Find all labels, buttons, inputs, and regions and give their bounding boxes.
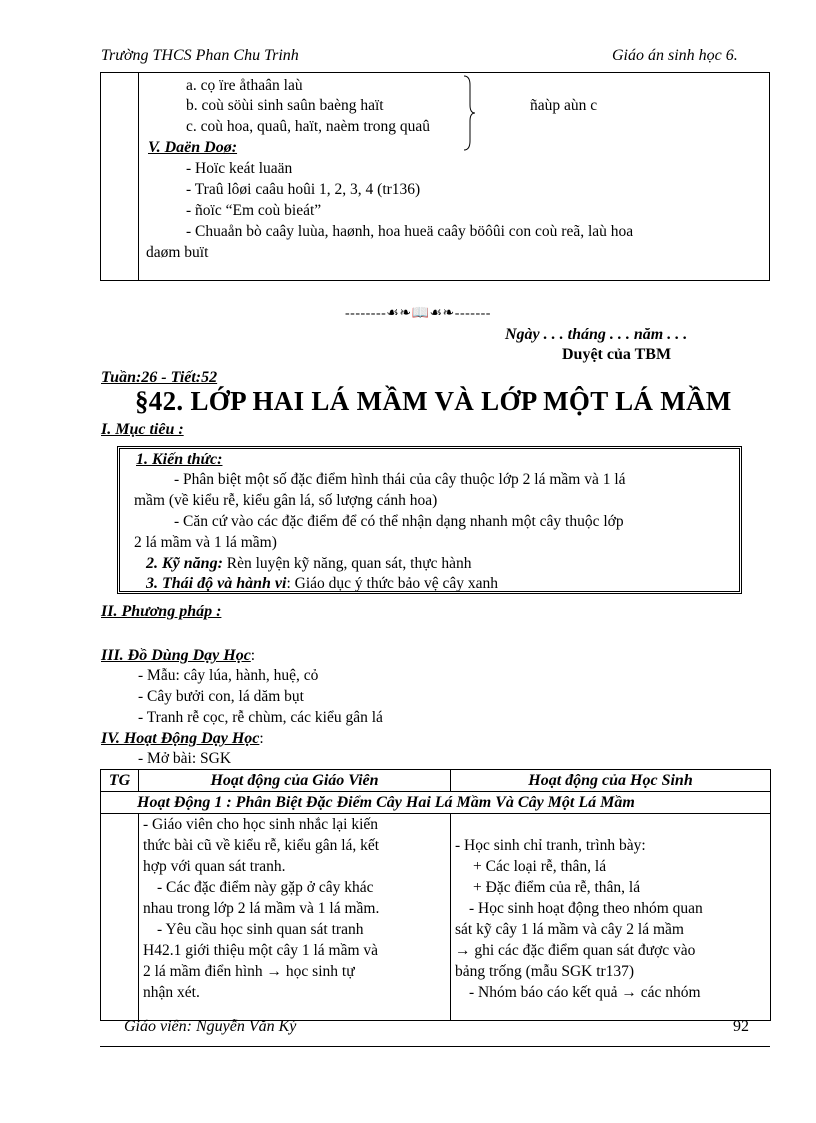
gv-line: - Giáo viên cho học sinh nhắc lại kiến [143,816,379,833]
teacher-cell [139,814,451,1021]
material-1: - Mẫu: cây lúa, hành, huệ, cỏ [138,667,319,684]
knowledge-2b: 2 lá mầm và 1 lá mầm) [134,534,277,551]
prev-item-3: - ñoïc “Em coù bieát” [186,202,322,219]
table-row [101,814,771,1021]
table-header-row [101,770,771,792]
date-line: Ngày . . . tháng . . . năm . . . [505,326,688,343]
student-cell [451,814,771,1021]
gv-line: hợp với quan sát tranh. [143,858,286,875]
prev-list-c: c. coù hoa, quaû, haït, naèm trong quaû [186,118,431,135]
prev-item-1: - Hoïc keát luaän [186,160,293,177]
lesson-title: §42. LỚP HAI LÁ MẦM VÀ LỚP MỘT LÁ MẦM [135,386,732,416]
footer-rule [100,1046,770,1047]
material-2: - Cây bưởi con, lá dăm bụt [138,688,304,705]
gv-line: thức bài cũ về kiểu rễ, kiểu gân lá, kết [143,837,380,854]
knowledge-label: 1. Kiến thức: [136,451,223,468]
footer-teacher: Giáo viên: Nguyễn Văn Ký [124,1018,297,1035]
hs-line: bảng trống (mẫu SGK tr137) [455,963,635,980]
hs-line: sát kỹ cây 1 lá mầm và cây 2 lá mầm [455,921,684,938]
knowledge-1a: - Phân biệt một số đặc điểm hình thái của cây thuộc lớp 2 lá mầm và 1 lá [174,471,626,488]
activity-1-title: Hoạt Động 1 : Phân Biệt Đặc Điểm Cây Hai Lá Mầm Và Cây Một Lá Mầm [101,792,771,814]
section-activities: IV. Hoạt Động Dạy Học: [101,730,264,747]
knowledge-2a: - Căn cứ vào các đặc điểm để có thể nhận dạng nhanh một cây thuộc lớp [174,513,624,530]
hs-line: - Học sinh hoạt động theo nhóm quan [469,900,703,917]
previous-box-divider [138,73,139,281]
footer-page-number: 92 [733,1018,749,1035]
activity-table [100,769,771,1021]
prev-list-b: b. coù söùi sinh saûn baèng haït [186,97,384,114]
material-3: - Tranh rễ cọc, rễ chùm, các kiểu gân lá [138,709,383,726]
activity-1-row [101,792,771,814]
prev-item-2: - Traû lôøi caâu hoûi 1, 2, 3, 4 (tr136) [186,181,421,198]
prev-answer: ñaùp aùn c [530,97,598,114]
ornament-separator: --------☙❧📖☙❧------- [345,306,491,321]
curly-brace-icon [462,75,476,151]
prev-section-v: V. Daën Doø: [148,139,238,156]
intro-line: - Mở bài: SGK [138,750,232,767]
col-teacher: Hoạt động của Giáo Viên [139,770,451,792]
col-student: Hoạt động của Học Sinh [451,770,771,792]
tg-cell [101,814,139,1021]
section-method: II. Phương pháp : [101,603,222,620]
col-tg: TG [101,770,139,792]
hs-line: + Các loại rễ, thân, lá [473,858,607,875]
header-subject: Giáo án sinh học 6. [612,47,738,64]
header-school: Trường THCS Phan Chu Trinh [101,47,299,64]
skills-line: 2. Kỹ năng: Rèn luyện kỹ năng, quan sát, thực hành [146,555,472,572]
prev-item-4: - Chuaån bò caây luùa, haønh, hoa hueä caây böôûi con coù reã, laù hoa [186,223,634,240]
gv-line: nhau trong lớp 2 lá mầm và 1 lá mầm. [143,900,380,917]
prev-item-4-cont: daøm buït [146,244,209,261]
gv-line: 2 lá mầm điển hình → học sinh tự [143,963,355,980]
hs-line: → ghi các đặc điểm quan sát được vào [455,942,696,959]
attitude-line: 3. Thái độ và hành vi: Giáo dục ý thức bảo vệ cây xanh [146,575,499,592]
section-objectives: I. Mục tiêu : [101,421,184,438]
gv-line: H42.1 giới thiệu một cây 1 lá mầm và [143,942,379,959]
hs-line: - Nhóm báo cáo kết quả → các nhóm [469,984,701,1001]
hs-line: + Đặc điểm của rễ, thân, lá [473,879,641,896]
gv-line: - Các đặc điểm này gặp ở cây khác [157,879,374,896]
week-period: Tuần:26 - Tiết:52 [101,369,218,386]
hs-line: - Học sinh chỉ tranh, trình bày: [455,837,646,854]
approval-line: Duyệt của TBM [562,346,672,363]
section-materials: III. Đồ Dùng Dạy Học: [101,647,256,664]
knowledge-1b: mầm (về kiểu rễ, kiểu gân lá, số lượng cánh hoa) [134,492,438,509]
prev-list-a: a. cọ ïre åthaân laù [186,77,303,94]
gv-line: - Yêu cầu học sinh quan sát tranh [157,921,364,938]
gv-line: nhận xét. [143,984,200,1001]
